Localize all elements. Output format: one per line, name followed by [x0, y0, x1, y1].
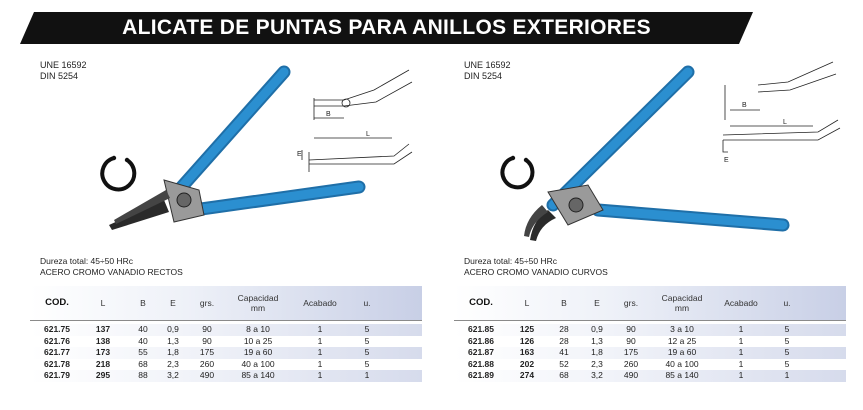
cell-grs: 175 [199, 347, 215, 357]
cell-grs: 260 [199, 358, 215, 369]
standard-une: UNE 16592 [464, 60, 511, 70]
cell-l: 137 [95, 324, 111, 334]
drawing-label-b: B [326, 111, 331, 118]
technical-drawing [302, 70, 412, 172]
col-u: u. [783, 298, 791, 308]
cell-l: 218 [95, 358, 111, 369]
cell-cap: 19 a 60 [243, 347, 273, 357]
cell-cod: 621.88 [468, 358, 494, 369]
panel-straight-pliers [14, 60, 424, 405]
cell-cap: 40 a 100 [665, 358, 699, 369]
cell-l: 126 [519, 335, 535, 346]
cell-l: 173 [95, 347, 111, 357]
cell-acabado: 1 [317, 324, 323, 334]
cell-grs: 175 [623, 347, 639, 357]
drawing-label-b: B [742, 102, 747, 109]
header-rule [30, 320, 422, 321]
spec-table-curved [454, 286, 846, 380]
table-row [30, 324, 422, 336]
standard-din: DIN 5254 [464, 71, 503, 81]
standards [40, 60, 87, 82]
table-body [30, 324, 422, 382]
cell-cap: 8 a 10 [246, 324, 270, 334]
cell-b: 40 [138, 324, 148, 334]
table-row [30, 336, 422, 348]
col-u: u. [363, 298, 371, 308]
cell-b: 68 [138, 358, 148, 369]
cell-b: 55 [138, 347, 148, 357]
cell-grs: 90 [202, 335, 212, 346]
col-e: E [594, 298, 600, 308]
col-acabado: Acabado [303, 298, 337, 308]
cell-l: 125 [519, 324, 535, 334]
cell-l: 274 [519, 370, 535, 380]
cell-cod: 621.78 [44, 358, 70, 369]
col-b: B [561, 298, 567, 308]
cell-b: 28 [559, 335, 569, 346]
cell-cod: 621.76 [44, 335, 70, 346]
spec-table-straight [30, 286, 422, 380]
cell-grs: 90 [202, 324, 212, 334]
table-row [454, 359, 846, 371]
cell-b: 68 [559, 370, 569, 380]
cell-cod: 621.77 [44, 347, 70, 357]
cell-u: 5 [364, 358, 370, 369]
table-header [30, 286, 422, 320]
cell-e: 2,3 [591, 358, 603, 369]
col-grs: grs. [199, 298, 215, 308]
col-l: L [100, 298, 106, 308]
cell-acabado: 1 [317, 347, 323, 357]
col-acabado: Acabado [724, 298, 758, 308]
standard-une: UNE 16592 [40, 60, 87, 70]
hardness-text: Dureza total: 45÷50 HRc [464, 256, 558, 266]
cell-cod: 621.79 [44, 370, 70, 380]
cell-cap: 40 a 100 [241, 358, 275, 369]
material-text: ACERO CROMO VANADIO RECTOS [40, 267, 183, 277]
table-row [454, 370, 846, 382]
cell-b: 52 [559, 358, 569, 369]
cell-u: 5 [784, 347, 790, 357]
cell-acabado: 1 [738, 335, 744, 346]
cell-u: 5 [784, 324, 790, 334]
cell-b: 41 [559, 347, 569, 357]
cell-grs: 90 [626, 335, 636, 346]
cell-u: 1 [784, 370, 790, 380]
cell-cap: 85 a 140 [241, 370, 275, 380]
table-row [454, 324, 846, 336]
cell-cod: 621.87 [468, 347, 494, 357]
col-l: L [524, 298, 530, 308]
cell-e: 1,8 [591, 347, 603, 357]
cell-cap: 3 a 10 [670, 324, 694, 334]
cell-cap: 19 a 60 [667, 347, 697, 357]
cell-e: 1,8 [167, 347, 179, 357]
drawing-label-e: E [297, 151, 302, 158]
cell-grs: 490 [199, 370, 215, 380]
straight-pliers-illustration [14, 60, 424, 250]
curved-pliers-illustration [438, 60, 848, 250]
cell-b: 40 [138, 335, 148, 346]
cell-l: 163 [519, 347, 535, 357]
cell-cap: 12 a 25 [667, 335, 697, 346]
cell-e: 1,3 [167, 335, 179, 346]
standards [464, 60, 511, 82]
cell-cap: 10 a 25 [243, 335, 273, 346]
cell-acabado: 1 [738, 358, 744, 369]
cell-acabado: 1 [738, 370, 744, 380]
cell-cod: 621.85 [468, 324, 494, 334]
cell-l: 202 [519, 358, 535, 369]
drawing-label-l: L [366, 131, 370, 138]
table-row [454, 347, 846, 359]
circlip-icon [502, 156, 532, 188]
cell-cod: 621.86 [468, 335, 494, 346]
cell-acabado: 1 [738, 347, 744, 357]
cell-l: 138 [95, 335, 111, 346]
table-row [454, 336, 846, 348]
cell-acabado: 1 [317, 370, 323, 380]
cell-u: 5 [364, 335, 370, 346]
cell-e: 2,3 [167, 358, 179, 369]
cell-e: 3,2 [591, 370, 603, 380]
title-banner [20, 12, 753, 44]
col-grs: grs. [623, 298, 639, 308]
cell-u: 1 [364, 370, 370, 380]
table-row [30, 370, 422, 382]
cell-e: 1,3 [591, 335, 603, 346]
cell-b: 88 [138, 370, 148, 380]
cell-e: 0,9 [591, 324, 603, 334]
cell-b: 28 [559, 324, 569, 334]
cell-cod: 621.89 [468, 370, 494, 380]
drawing-label-l: L [783, 119, 787, 126]
table-header [454, 286, 846, 320]
cell-u: 5 [364, 324, 370, 334]
cell-cap: 85 a 140 [665, 370, 699, 380]
page-title: ALICATE DE PUNTAS PARA ANILLOS EXTERIORES [122, 16, 651, 39]
circlip-icon [102, 156, 134, 190]
specs [464, 256, 608, 278]
table-row [30, 359, 422, 371]
cell-u: 5 [784, 335, 790, 346]
panel-curved-pliers [438, 60, 848, 405]
header-rule [454, 320, 846, 321]
table-row [30, 347, 422, 359]
col-capacidad: Capacidad mm [237, 293, 279, 313]
cell-acabado: 1 [738, 324, 744, 334]
technical-drawing [723, 62, 840, 152]
col-cod: COD. [469, 297, 493, 308]
cell-u: 5 [784, 358, 790, 369]
standard-din: DIN 5254 [40, 71, 79, 81]
cell-acabado: 1 [317, 335, 323, 346]
cell-l: 295 [95, 370, 111, 380]
col-b: B [140, 298, 146, 308]
specs [40, 256, 183, 278]
cell-e: 3,2 [167, 370, 179, 380]
col-e: E [170, 298, 176, 308]
cell-e: 0,9 [167, 324, 179, 334]
material-text: ACERO CROMO VANADIO CURVOS [464, 267, 608, 277]
hardness-text: Dureza total: 45÷50 HRc [40, 256, 134, 266]
cell-grs: 90 [626, 324, 636, 334]
cell-acabado: 1 [317, 358, 323, 369]
col-capacidad: Capacidad mm [661, 293, 703, 313]
col-cod: COD. [45, 297, 69, 308]
cell-cod: 621.75 [44, 324, 70, 334]
cell-grs: 260 [623, 358, 639, 369]
cell-u: 5 [364, 347, 370, 357]
drawing-label-e: E [724, 157, 729, 164]
table-body [454, 324, 846, 382]
cell-grs: 490 [623, 370, 639, 380]
